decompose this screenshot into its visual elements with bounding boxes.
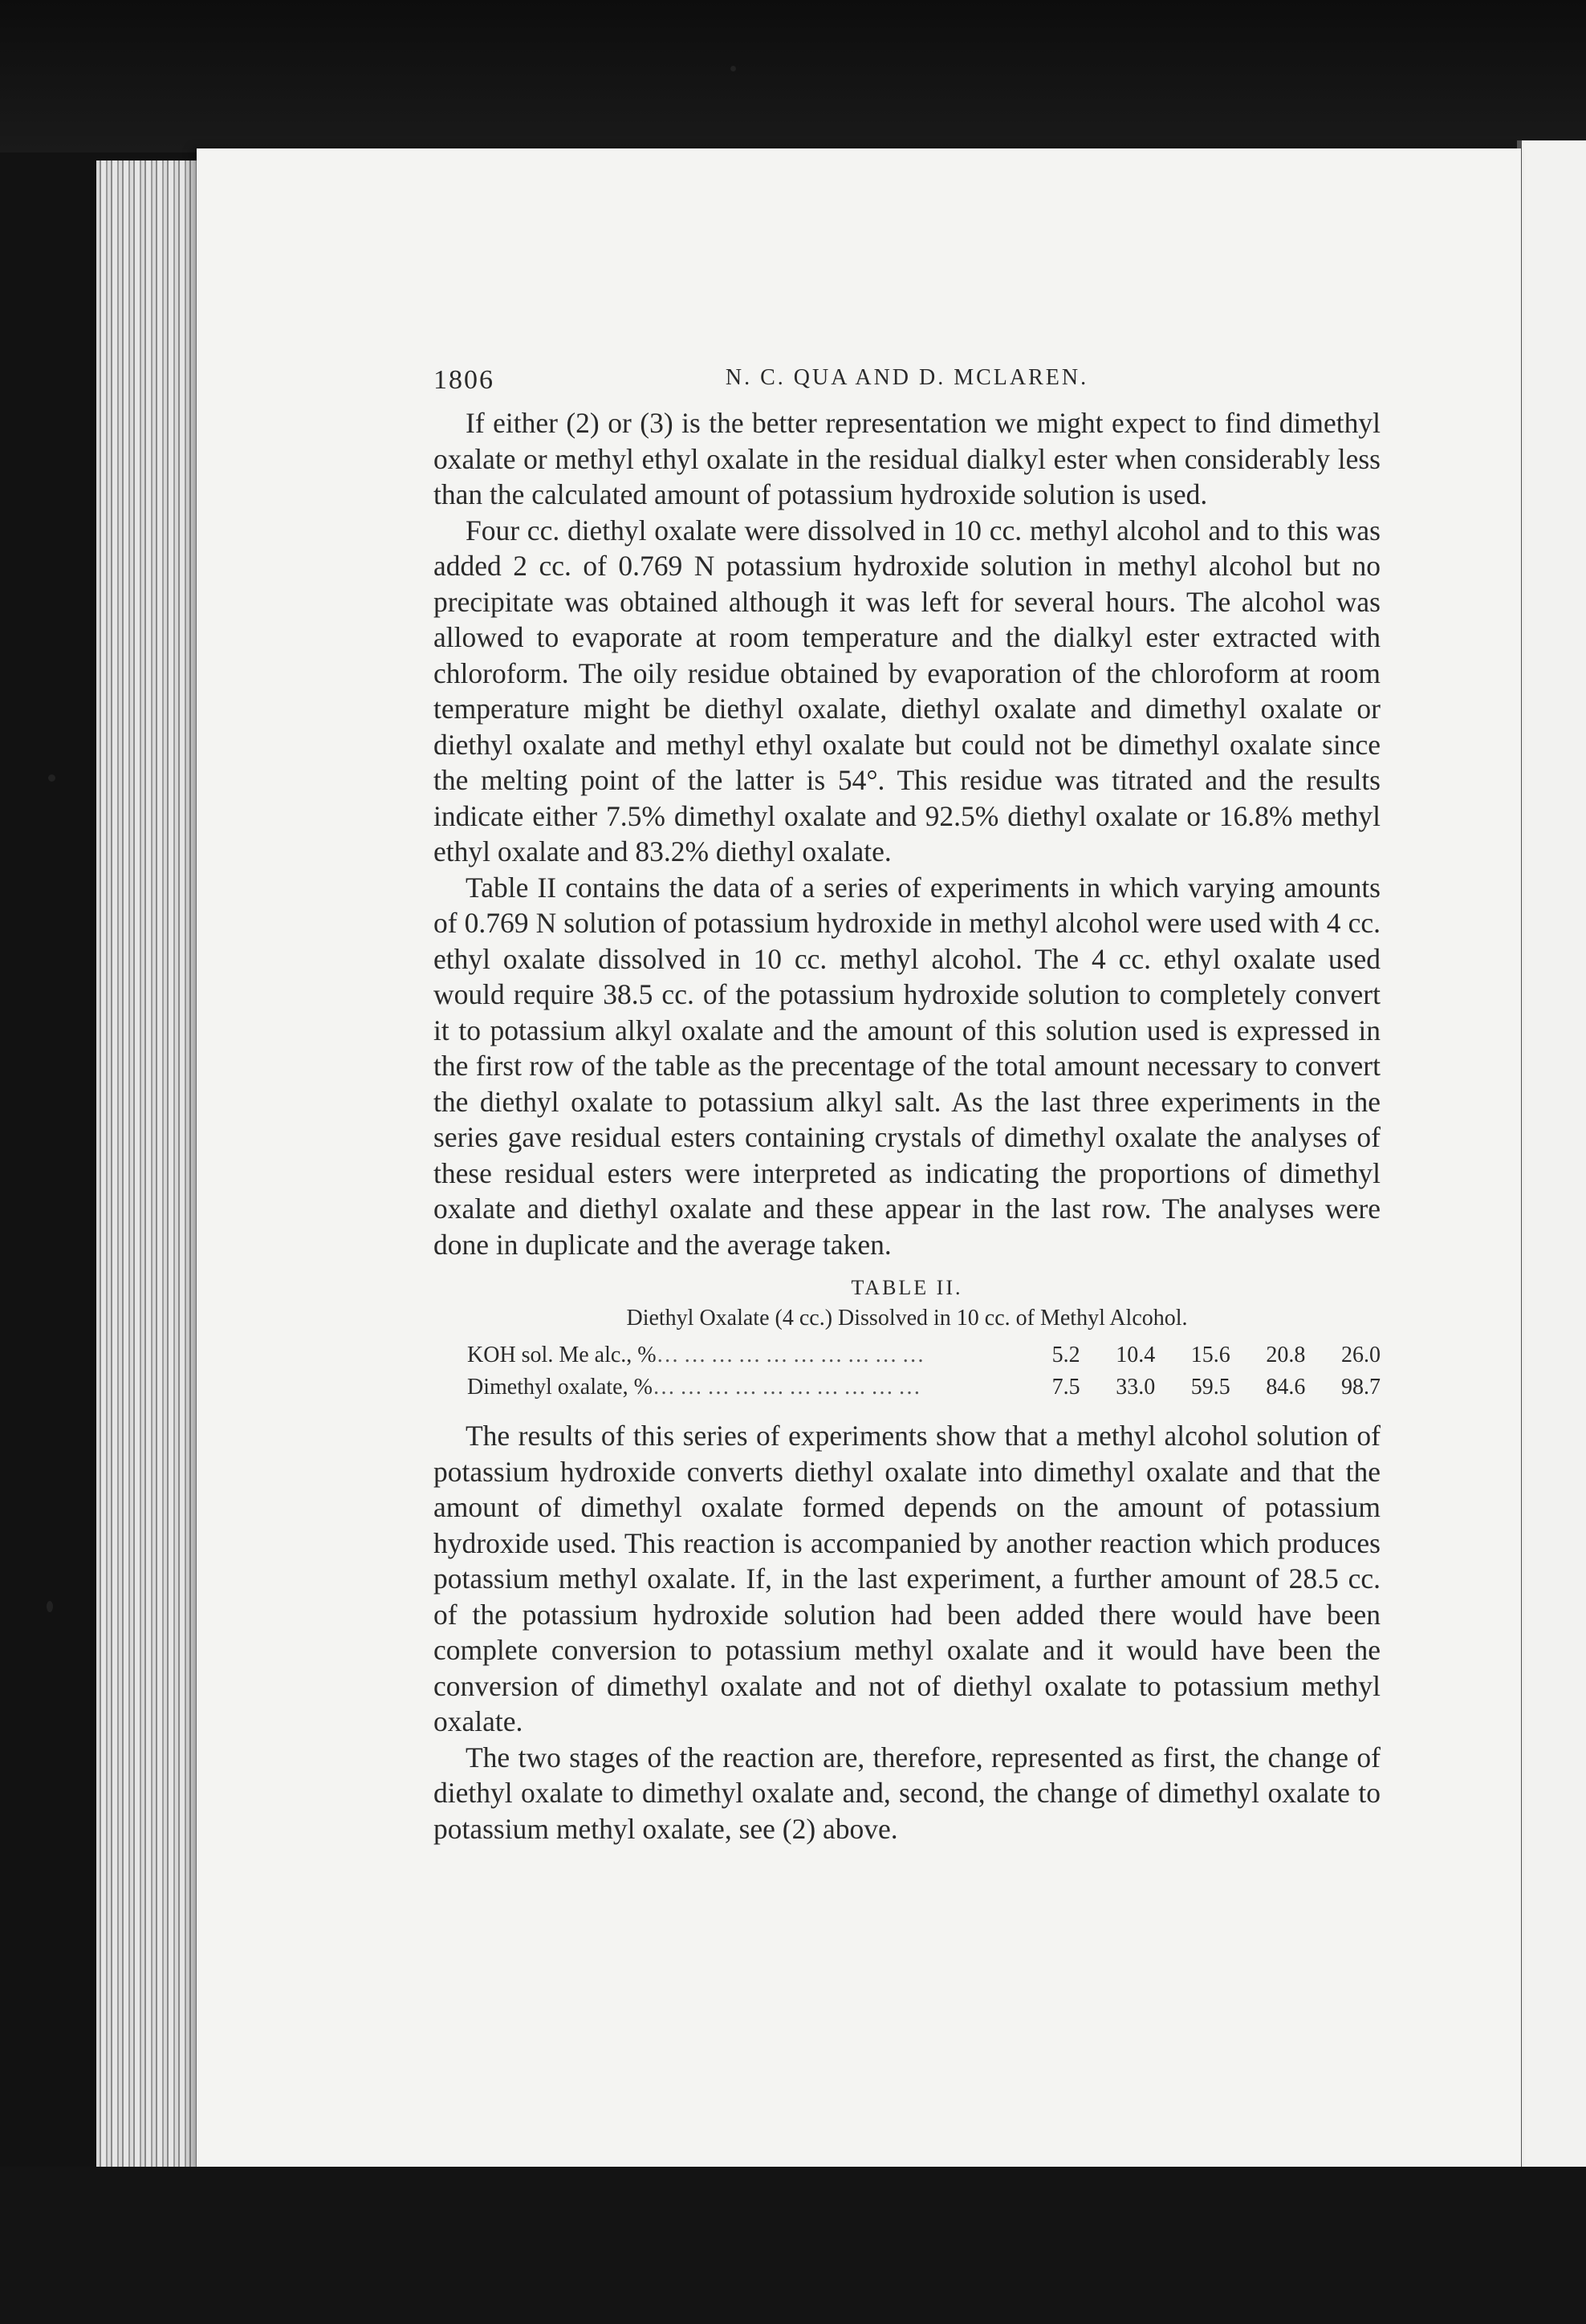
table-cell: 5.2 [1051,1343,1080,1367]
table-cell: 15.6 [1190,1343,1230,1367]
dust-speck [47,1601,53,1612]
adjacent-page-edge [1517,140,1586,2179]
paragraph: Four cc. diethyl oxalate were dissolved in 10 cc. methyl alcohol and to this was added 2 cc. of 0.769 N potassium hydroxide solution in methyl alcohol but no precipitate was obtained although it was left for several hours. The alcohol was allowed to evaporate at room temperature and the dialkyl ester extracted with chloroform. The oily residue obtained by evaporation of the chloroform at room temperature might be diethyl oxalate, diethyl oxalate and dimethyl oxalate or diethyl oxalate and methyl ethyl oxalate but could not be dimethyl oxalate since the melting point of the latter is 54°. This residue was titrated and the results indicate either 7.5% dimethyl oxalate and 92.5% diethyl oxalate or 16.8% methyl ethyl oxalate and 83.2% diethyl oxalate. [433,514,1381,867]
row-label: Dimethyl oxalate, % [467,1375,653,1400]
dust-speck [730,66,736,71]
table-cell: 84.6 [1266,1375,1306,1400]
table-ii [433,1274,1381,1404]
header-authors: N. C. QUA AND D. MCLAREN. [725,365,1089,390]
table-row [433,1339,1381,1371]
paragraph: The results of this series of experiments show that a methyl alcohol solution of potassium hydroxide converts diethyl oxalate into dimethyl oxalate and that the amount of dimethyl oxalate formed depends on the amount of potassium hydroxide used. This reaction is accompanied by another reaction which produces potassium methyl oxalate. If, in the last experiment, a further amount of 28.5 cc. of the potassium hydroxide solution had been added there would have been complete conversion to potassium methyl oxalate and it would have been the conversion of dimethyl oxalate and not of diethyl oxalate to potassium methyl oxalate. [433,1420,1381,1737]
dot-leader: ………………………… [652,1375,925,1400]
page-text [433,365,1381,1847]
running-head [433,365,1381,405]
top-shadow [0,0,1586,152]
dot-leader: ………………………… [656,1343,929,1367]
data-table [433,1339,1381,1404]
paragraph: If either (2) or (3) is the better representation we might expect to find dimethyl oxalate or methyl ethyl oxalate in the residual dialkyl ester when considerably less than the calculated amount of potassium hydroxide solution is used. [433,407,1381,510]
table-cell: 26.0 [1341,1343,1381,1367]
table-caption: Diethyl Oxalate (4 cc.) Dissolved in 10 cc. of Methyl Alcohol. [626,1306,1188,1331]
paragraph: Table II contains the data of a series of experiments in which varying amounts of 0.769 N solution of potassium hydroxide in methyl alcohol were used with 4 cc. ethyl oxalate dissolved in 10 cc. methyl alcohol. The 4 cc. ethyl oxalate used would require 38.5 cc. of the potassium hydroxide solution to completely convert it to potassium alkyl oxalate and the amount of this solution used is expressed in the first row of the table as the precentage of the total amount necessary to convert the diethyl oxalate to potassium alkyl salt. As the last three experiments in the series gave residual esters containing crystals of dimethyl oxalate the analyses of these residual esters were interpreted as indicating the proportions of dimethyl oxalate and diethyl oxalate and these appear in the last row. The analyses were done in duplicate and the average taken. [433,871,1381,1261]
bottom-shadow [0,2167,1586,2324]
dust-speck [48,774,55,782]
table-cell: 59.5 [1190,1375,1230,1400]
book-page-edges [96,160,209,2167]
table-cell: 7.5 [1051,1375,1080,1400]
table-cell: 20.8 [1266,1343,1306,1367]
table-cell: 98.7 [1341,1375,1381,1400]
paragraph: The two stages of the reaction are, therefore, represented as first, the change of diethyl oxalate to dimethyl oxalate and, second, the change of dimethyl oxalate to potassium methyl oxalate, see (2) above. [433,1741,1381,1845]
row-label: KOH sol. Me alc., % [467,1343,657,1367]
table-row [433,1371,1381,1404]
table-title: TABLE II. [851,1276,963,1299]
table-cell: 10.4 [1116,1343,1156,1367]
page-number: 1806 [433,365,494,395]
table-cell: 33.0 [1116,1375,1156,1400]
